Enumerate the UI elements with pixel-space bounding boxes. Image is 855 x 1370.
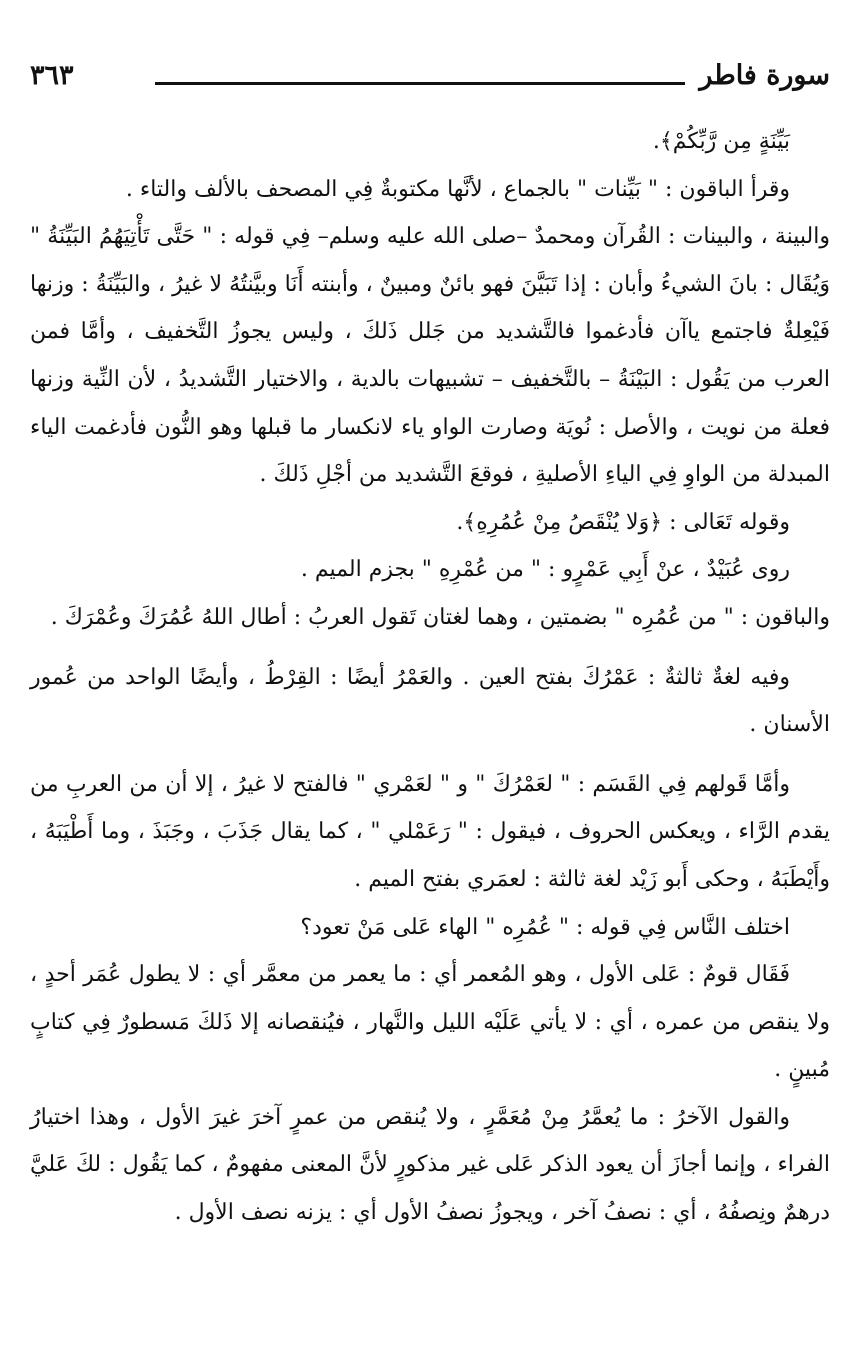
paragraph-two-dialects: والباقون : " من عُمُرِه " بضمتين ، وهما لغتان تَقول العربُ : أطال اللهُ عُمُرَكَ وعُمْرَكَ . [50,604,830,630]
paragraph-pronoun-question: اختلف النَّاس فِي قوله : " عُمُرِه " الهاء عَلى مَنْ تعود؟ [300,914,790,940]
paragraph-ubayd-reading: روى عُبَيْدٌ ، عنْ أَبِي عَمْرٍو : " من عُمْرِهِ " بجزم الميم . [300,557,790,583]
header-rule [155,82,685,85]
paragraph-bayyina: والبينة ، والبينات : القُرآن ومحمدٌ –صلى الله عليه وسلم– فِي قوله : " حَتَّى تَأْتِيَهُمُ البَيِّنَةُ " وَيُقَال : بانَ الشيءُ وأبان : إذا تَبَيَّنَ فهو بائنٌ ومبينٌ ، وأبنته أَنَا وبيَّنتُهُ لا غيرُ ، والبَيِّنَةُ : وزنها فَيْعِلةٌ فاجتمع ياآن فأدغموا فالتَّشديد من جَلل ذَلكَ ، وليس يجوزُ التَّخفيف ، وأمَّا فمن العرب من يَقُول : البَيْنَةُ – بالتَّخفيف – تشبيهات بالدية ، والاختيار التَّشديدُ ، لأن النِّية وزنها فعلة من نويت ، والأصل : نُويَة وصارت الواو ياء لانكسار ما قبلها وهو النُّون فأدغمت الياء المبدلة من الواوِ فِي الياءِ الأصليةِ ، فوقعَ التَّشديد من أجْلِ ذَلكَ . [30,224,830,488]
paragraph-verse-quote: وقوله تَعَالى : ﴿وَلا يُنْقَصُ مِنْ عُمُرِهِ﴾. [456,509,790,535]
body-text [30,118,830,1237]
paragraph-other-reading: وقرأ الباقون : " بَيِّنات " بالجماع ، لأنَّها مكتوبةٌ فِي المصحف بالألف والتاء . [125,176,790,202]
paragraph-oath: وأمَّا قَولهم فِي القَسَم : " لعَمْرُكَ " و " لعَمْري " فالفتح لا غيرُ ، إلا أن من العربِ من يقدم الرَّاء ، ويعكس الحروف ، فيقول : " رَعَمْلي " ، كما يقال جَذَبَ ، وجَبَذَ ، وما أَطْيَبَهُ ، وأَيْطَبَهُ ، وحكى أَبو زَيْد لغة ثالثة : لعمَري بفتح الميم . [30,771,830,892]
paragraph-verse-end: بَيِّنَةٍ مِن رَّبِّكُمْ﴾. [652,129,790,154]
paragraph-first-opinion: فَقَال قومٌ : عَلى الأول ، وهو المُعمر أي : ما يعمر من معمَّر أي : لا يطول عُمَر أحدٍ ، ولا ينقص من عمره ، أي : لا يأتي عَلَيْه الليل والنَّهار ، فيُنقصانه إلا ذَلكَ مَسطورٌ فِي كتابٍ مُبينٍ . [30,962,830,1083]
surah-title: سورة فاطر [699,60,830,91]
paragraph-second-opinion: والقول الآخرُ : ما يُعمَّرُ مِنْ مُعَمَّرٍ ، ولا يُنقص من عمرٍ آخرَ غيرَ الأول ، وهذا اختيارُ الفراء ، وإنما أجازَ أن يعود الذكر عَلى غير مذكورٍ لأنَّ المعنى مفهومٌ ، كما يَقُول : لكَ عَليَّ درهمٌ ونِصفُهُ ، أي : نصفُ آخر ، ويجوزُ نصفُ الأول أي : يزنه نصف الأول . [30,1104,830,1226]
page-number: ٣٦٣ [30,60,74,91]
page-header [30,58,830,106]
paragraph-third-dialect: وفيه لغةٌ ثالثةٌ : عَمْرُكَ بفتح العين . والعَمْرُ أيضًا : القِرْطُ ، وأيضًا الواحد من عُمور الأسنان . [30,664,830,738]
